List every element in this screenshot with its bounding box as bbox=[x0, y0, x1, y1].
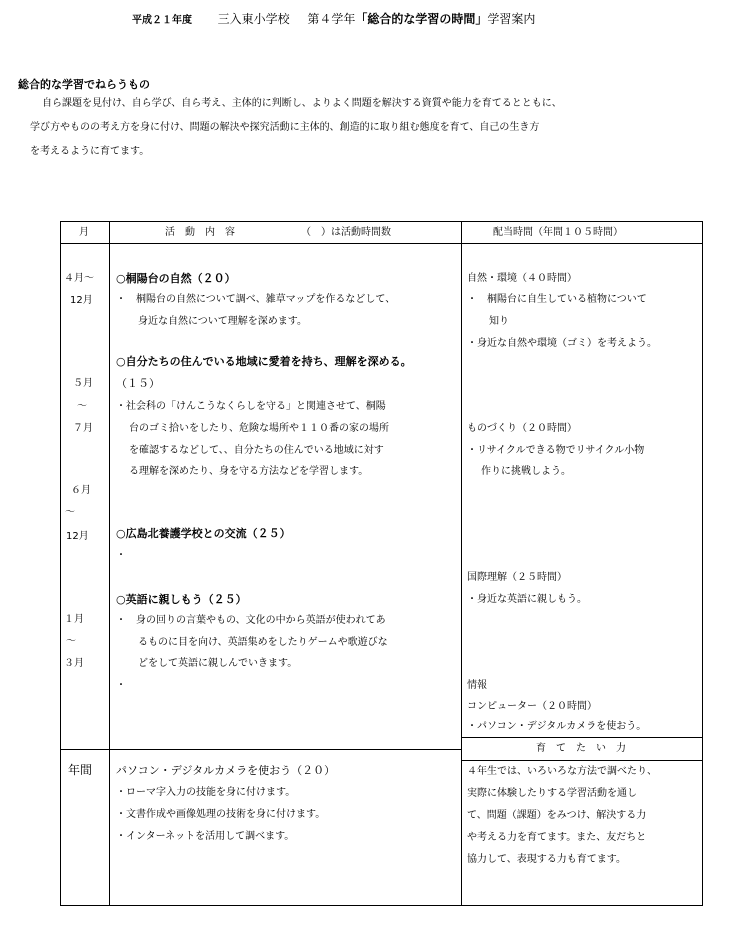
abilities-text: 実際に体験したりする学習活動を通し bbox=[467, 788, 637, 799]
month-label: ７月 bbox=[73, 423, 93, 434]
column-header-hours: 配当時間（年間１０５時間） bbox=[493, 227, 623, 238]
column-header-activity-note: （ ）は活動時間数 bbox=[301, 227, 391, 238]
abilities-heading: 育 て た い 力 bbox=[536, 743, 626, 754]
activity-text: どをして英語に親しんでいきます。 bbox=[138, 658, 298, 669]
aims-line-2: 学び方やものの考え方を身に付け、問題の解決や探究活動に主体的、創造的に取り組む態度を育て、自己の生き方 bbox=[30, 122, 540, 133]
activity-text: 台のゴミ拾いをしたり、危険な場所や１１０番の家の場所 bbox=[129, 423, 389, 434]
guide-label: 学習案内 bbox=[487, 12, 536, 26]
month-label: ～ bbox=[65, 507, 75, 518]
hours-title: ものづくり（２０時間） bbox=[467, 423, 577, 434]
activity-title: ○英語に親しもう（２５） bbox=[116, 593, 247, 606]
month-label-year-round: 年間 bbox=[68, 763, 93, 777]
hours-text: ・身近な英語に親しもう。 bbox=[467, 594, 587, 605]
hours-text: 知り bbox=[489, 316, 509, 327]
hours-title: 国際理解（２５時間） bbox=[467, 572, 567, 583]
activity-text: ・社会科の「けんこうなくらしを守る」と関連させて、桐陽 bbox=[116, 401, 386, 412]
abilities-text: 協力して、表現する力も育てます。 bbox=[467, 854, 626, 865]
activity-title: ○広島北養護学校との交流（２５） bbox=[116, 527, 291, 540]
activity-text: 身近な自然について理解を深めます。 bbox=[138, 316, 307, 327]
school-name: 三入東小学校 bbox=[217, 12, 290, 26]
month-label: １月 bbox=[64, 614, 84, 625]
activity-title: ○自分たちの住んでいる地域に愛着を持ち、理解を深める。 bbox=[116, 355, 412, 368]
abilities-text: て、問題（課題）をみつけ、解決する力 bbox=[467, 810, 647, 821]
abilities-text: や考える力を育てます。また、友だちと bbox=[467, 832, 647, 843]
month-label: 12月 bbox=[70, 295, 93, 306]
activity-text: るものに目を向け、英語集めをしたりゲームや歌遊びな bbox=[138, 637, 388, 648]
hours-text: ・リサイクルできる物でリサイクル小物 bbox=[467, 445, 645, 456]
fiscal-year: 平成２１年度 bbox=[132, 15, 192, 26]
month-label: ～ bbox=[77, 401, 87, 412]
hours-text: ・ 桐陽台に自生している植物について bbox=[467, 294, 647, 305]
activity-title: ○桐陽台の自然（２０） bbox=[116, 272, 236, 285]
grade-label: 第４学年 bbox=[307, 12, 356, 26]
activity-text: ・インターネットを活用して調べます。 bbox=[116, 831, 295, 842]
aims-line-3: を考えるように育てます。 bbox=[30, 146, 150, 157]
hours-title: 自然・環境（４０時間） bbox=[467, 273, 577, 284]
month-label: ５月 bbox=[73, 378, 93, 389]
activity-text: ・ 桐陽台の自然について調べ、雑草マップを作るなどして、 bbox=[116, 294, 396, 305]
hours-text: 作りに挑戦しよう。 bbox=[481, 466, 571, 477]
month-label: ４月～ bbox=[64, 273, 94, 284]
activity-text: ・ 身の回りの言葉やもの、文化の中から英語が使われてあ bbox=[116, 615, 386, 626]
page-header bbox=[132, 12, 535, 28]
activity-text: を確認するなどして、、自分たちの住んでいる地域に対す bbox=[129, 445, 384, 456]
hours-text: ・パソコン・デジタルカメラを使おう。 bbox=[467, 721, 647, 732]
abilities-text: ４年生では、いろいろな方法で調べたり、 bbox=[467, 766, 657, 777]
activity-text: ・文書作成や画像処理の技術を身に付けます。 bbox=[116, 809, 326, 820]
month-label: ３月 bbox=[64, 658, 84, 669]
subject-title: 「総合的な学習の時間」 bbox=[355, 12, 488, 26]
activity-hours: （１５） bbox=[116, 377, 160, 390]
activity-text: ・ローマ字入力の技能を身に付けます。 bbox=[116, 787, 296, 798]
activity-text: ・ bbox=[116, 550, 126, 561]
aims-line-1: 自ら課題を見付け、自ら学び、自ら考え、主体的に判断し、よりよく問題を解決する資質や能力を育てるとともに、 bbox=[42, 98, 562, 109]
month-label: ～ bbox=[66, 636, 76, 647]
activity-title: パソコン・デジタルカメラを使おう（２０） bbox=[116, 764, 336, 777]
column-header-activity: 活 動 内 容 bbox=[165, 227, 235, 238]
column-header-month: 月 bbox=[79, 227, 89, 238]
hours-text: ・身近な自然や環境（ゴミ）を考えよう。 bbox=[467, 338, 657, 349]
hours-text: コンピューター（２０時間） bbox=[467, 701, 597, 712]
aims-heading: 総合的な学習でねらうもの bbox=[18, 78, 150, 91]
activity-text: る理解を深めたり、身を守る方法などを学習します。 bbox=[129, 466, 369, 477]
month-label: 12月 bbox=[66, 531, 89, 542]
activity-text: ・ bbox=[116, 680, 126, 691]
month-label: ６月 bbox=[71, 485, 91, 496]
hours-title: 情報 bbox=[467, 680, 487, 691]
